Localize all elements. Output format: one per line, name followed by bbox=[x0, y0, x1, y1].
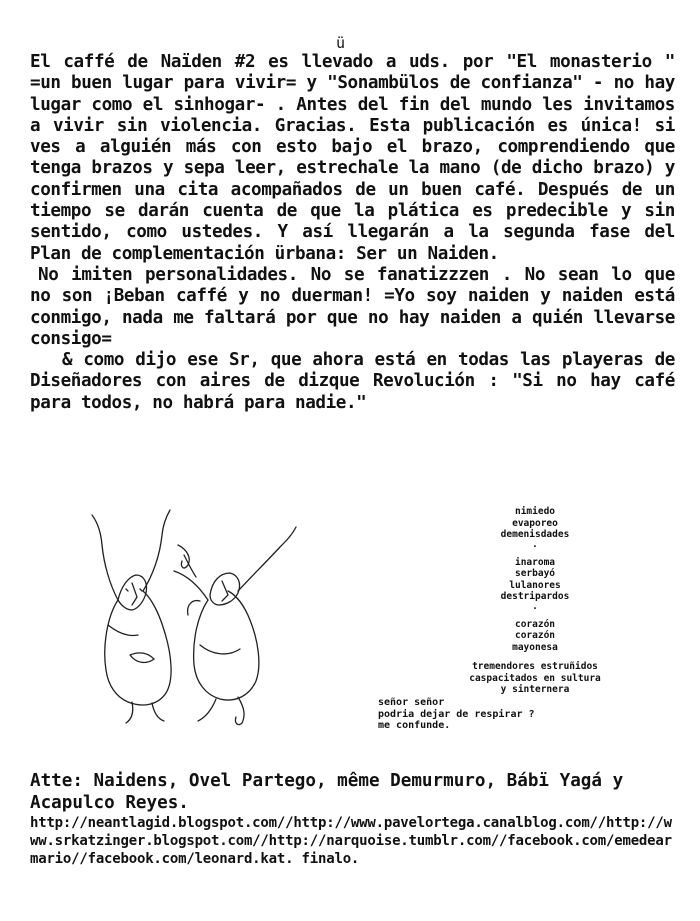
credits bbox=[30, 770, 680, 868]
main-text bbox=[30, 52, 675, 414]
paragraph-intro: El caffé de Naïden #2 es llevado a uds. por "El monasterio " =un buen lugar para vivir= y "Sonambülos de confianza" - no hay lugar como el sinhogar- . Antes del fin del mundo les invitamos a vivir sin violencia. Gracias. Esta publicación es única! si ves a alguién más con esto bajo el brazo, comprendiendo que tenga brazos y sepa leer, estrechale la mano (de dicho brazo) y confirmen una cita acompañados de un buen café. Después de un tiempo se darán cuenta de que la plática es predecible y sin sentido, como ustedes. Y así llegarán a la segunda fase del Plan de complementación ürbana: Ser un Naiden. bbox=[30, 52, 675, 264]
poem-line: mayonesa bbox=[512, 641, 558, 653]
poem-separator: . bbox=[532, 600, 538, 612]
left-figure-drawing bbox=[92, 510, 171, 723]
poem-line: corazón bbox=[514, 630, 556, 641]
tail-line: me confunde. bbox=[378, 720, 451, 731]
credits-signature: Atte: Naidens, Ovel Partego, même Demurmuro, Bábï Yagá y Acapulco Reyes. bbox=[30, 771, 624, 813]
poem-tail bbox=[378, 697, 598, 732]
poem-line: serbayó bbox=[514, 568, 556, 579]
paragraph-manifesto: No imiten personalidades. No se fanatizzzen . No sean lo que no son ¡Beban caffé y no duerman! =Yo soy naiden y naiden está conmigo, nada me faltará por que no hay naiden a quién llevarse consigo= bbox=[30, 264, 675, 349]
poem-line: evaporeo bbox=[512, 517, 558, 529]
tail-line: podria dejar de respirar ? bbox=[378, 708, 535, 720]
poem-line: y sinternera bbox=[500, 684, 570, 695]
poem-block-3 bbox=[415, 619, 655, 654]
top-diaeresis-mark: ü bbox=[336, 34, 346, 52]
poem-block-1 bbox=[415, 506, 655, 549]
poem-line: nimiedo bbox=[514, 506, 556, 517]
poem-line: inaroma bbox=[514, 556, 556, 568]
tail-line: señor señor bbox=[378, 697, 445, 708]
poem-block-2 bbox=[415, 557, 655, 611]
poem-block-4 bbox=[415, 661, 655, 696]
poem-line: tremendores estruñidos bbox=[472, 661, 598, 672]
credits-links: http://neantlagid.blogspot.com//http://www.pavelortega.canalblog.com//http://www.srkatzinger.blogspot.com//http://narquoise.tumblr.com//facebook.com/emedearmario//facebook.com/leonard.kat. finalo. bbox=[30, 815, 672, 867]
poem-separator: . bbox=[532, 538, 538, 550]
poem-line: lulanores bbox=[509, 579, 561, 591]
poem-line: caspacitados en sultura bbox=[469, 672, 601, 684]
side-poem bbox=[415, 506, 655, 704]
poem-line: corazón bbox=[514, 618, 556, 630]
paragraph-quote: & como dijo ese Sr, que ahora está en todas las playeras de Diseñadores con aires de dizque Revolución : "Si no hay café para todos, no habrá para nadie." bbox=[30, 350, 675, 413]
poem-line: destripardos bbox=[500, 591, 570, 602]
poem-line: demenisdades bbox=[500, 529, 570, 540]
dancing-figures-illustration bbox=[88, 505, 328, 730]
right-figure-drawing bbox=[174, 527, 296, 725]
